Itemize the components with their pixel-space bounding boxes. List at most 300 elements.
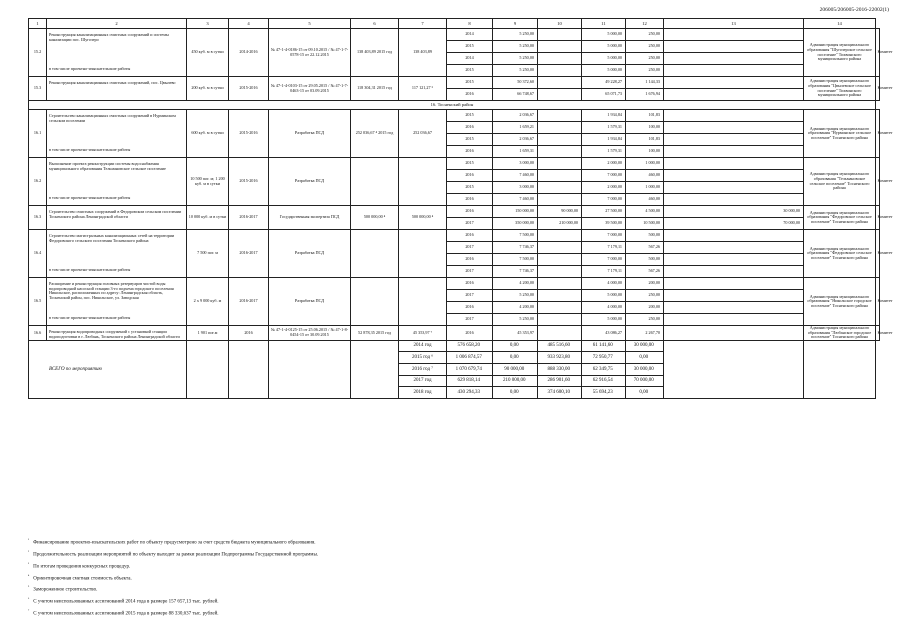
project-capacity: 600 куб. м в сутки (187, 110, 229, 158)
amount-cell: 7 746,37 (493, 266, 538, 278)
amount-cell: 65 071,73 (582, 89, 626, 101)
row-year: 2016 (447, 206, 493, 218)
amount-cell: 210 000,00 (538, 218, 582, 230)
footnote (28, 607, 878, 619)
amount-cell: 500,00 (626, 230, 664, 242)
footnote (28, 536, 878, 548)
total-amount: 30 000,00 (626, 364, 664, 376)
amount-cell: 27 500,00 (582, 206, 626, 218)
amount-cell: 3 000,00 (493, 158, 538, 170)
amount-cell (664, 53, 804, 65)
amount-cell (538, 89, 582, 101)
project-executor: Администрация муниципального образования "Тельмановское сельское поселение" Тосненского района (804, 158, 876, 206)
project-total: 45 353,97 ⁷ (399, 326, 447, 341)
project-total: 500 000,00 ⁴ (399, 206, 447, 230)
amount-cell (538, 134, 582, 146)
amount-cell (664, 326, 804, 341)
project-number: 16.4 (29, 230, 47, 278)
amount-cell: 7 179,11 (582, 266, 626, 278)
project-executor: Администрация муниципального образования "Цвылевское сельское поселение" Тихвинского муниципального района (804, 77, 876, 101)
footnote-text: С учетом неиспользованных ассигнований 2014 года в размере 157 657,13 тыс. рублей. (33, 599, 219, 605)
table-row (29, 278, 880, 290)
amount-cell: 4 500,00 (626, 206, 664, 218)
row-year: 2017 (447, 218, 493, 230)
amount-cell (664, 266, 804, 278)
total-amount: 0,00 (626, 387, 664, 399)
amount-cell: 5 000,00 (582, 314, 626, 326)
total-amount: 933 923,80 (538, 352, 582, 364)
amount-cell: 50 372,60 (493, 77, 538, 89)
amount-cell: 4 200,00 (493, 278, 538, 290)
header-cell-1: 1 (29, 19, 47, 29)
project-name: Реконструкция канализационных очистных сооружений, пос. Цвылево (49, 80, 176, 85)
project-years: 2016 (229, 326, 269, 341)
project-executor: Администрация муниципального образования "Шугозерское сельское поселение" Тихвинского муниципального района (804, 29, 876, 77)
project-name: Строительство очистных сооружений в Федоровском сельском поселении Тосненского района Ленинградской области (49, 209, 182, 219)
amount-cell: 101,83 (626, 110, 664, 122)
total-amount: 61 141,60 (582, 340, 626, 352)
amount-cell: 30 000,00 (664, 206, 804, 218)
empty-cell (229, 340, 269, 398)
amount-cell: 90 000,00 (538, 206, 582, 218)
amount-cell: 2 000,00 (582, 182, 626, 194)
amount-cell (538, 314, 582, 326)
amount-cell (664, 89, 804, 101)
amount-cell: 5 250,00 (493, 29, 538, 41)
amount-cell (538, 278, 582, 290)
project-number: 15.3 (29, 77, 47, 101)
empty-cell (187, 340, 229, 398)
amount-cell (664, 254, 804, 266)
project-documents: Государственная экспертиза ПСД (269, 206, 351, 230)
amount-cell (664, 314, 804, 326)
table-row (29, 326, 880, 341)
project-executor: Администрация муниципального образования "Нурминское сельское поселение" Тосненского района (804, 110, 876, 158)
project-total: 117 121,27 ⁶ (399, 77, 447, 101)
amount-cell: 66 748,67 (493, 89, 538, 101)
amount-cell: 2 000,00 (582, 158, 626, 170)
total-amount: 576 658,20 (447, 340, 493, 352)
amount-cell (664, 230, 804, 242)
project-name-cell (47, 326, 187, 341)
amount-cell: 150 000,00 (493, 206, 538, 218)
total-amount: 1 006 874,57 (447, 352, 493, 364)
amount-cell (538, 122, 582, 134)
project-years: 2016-2017 (229, 278, 269, 326)
total-amount: 0,00 (626, 352, 664, 364)
project-cost: 252 036,67 ⁴ 2015 год (351, 110, 399, 158)
total-amount: 55 694,23 (582, 387, 626, 399)
empty-cell (664, 340, 804, 398)
table-row (29, 206, 880, 218)
total-amount: 1 070 679,74 (447, 364, 493, 376)
footnote-marker: ⁷ (28, 609, 30, 614)
footnote-marker: ⁵ (28, 585, 30, 590)
header-cell-7: 7 (399, 19, 447, 29)
total-amount: 62 349,75 (582, 364, 626, 376)
amount-cell: 1 676,94 (626, 89, 664, 101)
footnote-text: Финансирование проектно-изыскательских работ по объекту предусмотрено за счет средств бюджета муниципального образования. (33, 540, 316, 546)
total-amount: 0,00 (493, 387, 538, 399)
project-documents: № 47-1-4-0125-15 от 25.06.2015 / № 47-1-8-0454-15 от 30.09.2015 (269, 326, 351, 341)
project-number: 16.3 (29, 206, 47, 230)
project-name-cell (47, 206, 187, 230)
amount-cell: 39 500,00 (582, 218, 626, 230)
project-cost (351, 278, 399, 326)
total-amount: 0,00 (493, 340, 538, 352)
table-row (29, 158, 880, 170)
total-row (29, 340, 880, 352)
amount-cell (664, 122, 804, 134)
amount-cell: 49 228,27 (582, 77, 626, 89)
amount-cell (664, 158, 804, 170)
total-amount: 629 818,14 (447, 375, 493, 387)
total-amount: 430 294,33 (447, 387, 493, 399)
project-years: 2015-2016 (229, 158, 269, 206)
amount-cell: 1 659,21 (493, 122, 538, 134)
amount-cell: 5 000,00 (582, 41, 626, 53)
amount-cell: 200,00 (626, 302, 664, 314)
amount-cell (538, 170, 582, 182)
project-documents: № 47-1-4-0186-15 от 09.10.2015 / № 47-1-7-0578-15 от 22.12.2015 (269, 29, 351, 77)
row-year: 2015 (447, 110, 493, 122)
total-year: 2017 год (399, 375, 447, 387)
footnote-text: Продолжительность реализации мероприятий по объекту выходит за рамки реализации Подпрограммы Государственной программы. (33, 552, 319, 558)
project-number: 15.2 (29, 29, 47, 77)
header-cell-9: 9 (493, 19, 538, 29)
amount-cell: 2 036,67 (493, 134, 538, 146)
project-documents: Разработка ПСД (269, 278, 351, 326)
row-year: 2017 (447, 266, 493, 278)
amount-cell: 5 250,00 (493, 41, 538, 53)
project-total: 252 036,67 (399, 110, 447, 158)
row-year: 2016 (447, 278, 493, 290)
footnote (28, 572, 878, 584)
project-executor: Администрация муниципального образования "Федоровское сельское поселение" Тосненского района (804, 206, 876, 230)
amount-cell: 5 000,00 (582, 65, 626, 77)
project-name-cell (47, 77, 187, 101)
header-cell-3: 3 (187, 19, 229, 29)
header-cell-11: 11 (582, 19, 626, 29)
amount-cell: 567,26 (626, 242, 664, 254)
amount-cell: 500,00 (626, 254, 664, 266)
amount-cell: 1 579,31 (582, 146, 626, 158)
project-name-cell (47, 230, 187, 278)
row-year: 2016 (447, 122, 493, 134)
total-amount: 30 000,00 (626, 340, 664, 352)
document-reference: 206005/206005-2016-22002(1) (819, 7, 889, 13)
amount-cell (538, 230, 582, 242)
header-cell-6: 6 (351, 19, 399, 29)
amount-cell: 1 579,31 (582, 122, 626, 134)
project-subtitle: в том числе проектно-изыскательские работы (49, 66, 131, 72)
amount-cell: 250,00 (626, 65, 664, 77)
project-total (399, 278, 447, 326)
amount-cell (664, 41, 804, 53)
row-year: 2014 (447, 29, 493, 41)
amount-cell: 10 500,00 (626, 218, 664, 230)
amount-cell (538, 254, 582, 266)
project-capacity: 1 901 пог.м (187, 326, 229, 341)
header-cell-4: 4 (229, 19, 269, 29)
project-total: 138 403,89 (399, 29, 447, 77)
amount-cell: 4 000,00 (582, 302, 626, 314)
amount-cell: 7 500,00 (493, 230, 538, 242)
total-amount: 62 916,54 (582, 375, 626, 387)
project-capacity: 7 500 пог. м (187, 230, 229, 278)
amount-cell: 460,00 (626, 170, 664, 182)
amount-cell (664, 242, 804, 254)
project-name: Строительство канализационных очистных сооружений в Нурминском сельском поселении (49, 113, 176, 123)
project-years: 2015-2016 (229, 110, 269, 158)
amount-cell (664, 77, 804, 89)
footnote-marker: ⁴ (28, 573, 30, 578)
header-cell-5: 5 (269, 19, 351, 29)
amount-cell (538, 53, 582, 65)
row-year: 2015 (447, 182, 493, 194)
empty-cell (269, 340, 351, 398)
amount-cell: 200,00 (626, 278, 664, 290)
amount-cell (538, 242, 582, 254)
total-year: 2018 год (399, 387, 447, 399)
amount-cell: 350 000,00 (493, 218, 538, 230)
project-customer: Комитет (876, 158, 880, 206)
footnote (28, 583, 878, 595)
row-year: 2016 (447, 194, 493, 206)
amount-cell: 5 250,00 (493, 65, 538, 77)
empty-cell (351, 340, 399, 398)
row-year: 2016 (447, 254, 493, 266)
amount-cell: 460,00 (626, 194, 664, 206)
project-capacity: 10 500 пог. м; 1 200 куб. м в сутки (187, 158, 229, 206)
amount-cell: 567,26 (626, 266, 664, 278)
amount-cell (538, 29, 582, 41)
amount-cell: 4 200,00 (493, 302, 538, 314)
amount-cell (664, 194, 804, 206)
total-amount: 0,00 (493, 352, 538, 364)
table-row (29, 29, 880, 41)
project-years: 2015-2016 (229, 77, 269, 101)
footnote (28, 548, 878, 560)
project-customer: Комитет (876, 206, 880, 230)
project-documents: Разработка ПСД (269, 110, 351, 158)
project-capacity: 2 x 9 000 куб. м (187, 278, 229, 326)
amount-cell (664, 146, 804, 158)
project-subtitle: в том числе проектно-изыскательские работы (49, 195, 131, 201)
project-number: 16.6 (29, 326, 47, 341)
project-years: 2014-2016 (229, 29, 269, 77)
row-year: 2016 (447, 89, 493, 101)
footnotes (28, 536, 878, 619)
amount-cell (538, 302, 582, 314)
project-customer: Комитет (876, 326, 880, 341)
project-executor: Администрация муниципального образования "Никольское городское поселение" Тосненского района (804, 278, 876, 326)
total-amount: 888 330,00 (538, 364, 582, 376)
amount-cell: 5 250,00 (493, 53, 538, 65)
total-amount: 286 901,60 (538, 375, 582, 387)
amount-cell: 101,83 (626, 134, 664, 146)
row-year: 2015 (447, 134, 493, 146)
amount-cell: 45 353,97 (493, 326, 538, 341)
amount-cell (664, 278, 804, 290)
project-name: Реконструкция канализационных очистных сооружений и системы канализации пос. Шугозеро (49, 32, 169, 42)
amount-cell (538, 158, 582, 170)
amount-cell: 250,00 (626, 314, 664, 326)
header-cell-13: 13 (664, 19, 804, 29)
section-title: 16. Тосненский район (29, 101, 876, 110)
project-customer: Комитет (876, 77, 880, 101)
footnote (28, 595, 878, 607)
footnote-marker: ¹ (28, 538, 30, 542)
footnote-marker: ² (28, 549, 30, 554)
project-number: 16.5 (29, 278, 47, 326)
project-executor: Администрация муниципального образования "Федоровское сельское поселение" Тосненского района (804, 230, 876, 278)
amount-cell: 2 267,70 (626, 326, 664, 341)
project-number: 16.1 (29, 110, 47, 158)
amount-cell (538, 182, 582, 194)
section-row (29, 101, 880, 110)
amount-cell (664, 65, 804, 77)
amount-cell: 250,00 (626, 41, 664, 53)
row-year: 2017 (447, 242, 493, 254)
project-name-cell (47, 278, 187, 326)
project-cost: 500 000,00 ⁴ (351, 206, 399, 230)
total-year: 2014 год (399, 340, 447, 352)
amount-cell: 1 934,84 (582, 110, 626, 122)
amount-cell: 3 000,00 (493, 182, 538, 194)
amount-cell: 70 000,00 (664, 218, 804, 230)
footnote-text: Ориентировочная сметная стоимость объекта. (33, 576, 132, 582)
project-name-cell (47, 110, 187, 158)
amount-cell (538, 266, 582, 278)
amount-cell: 250,00 (626, 290, 664, 302)
project-cost: 138 403,89 2015 год (351, 29, 399, 77)
amount-cell (538, 41, 582, 53)
row-year: 2017 (447, 290, 493, 302)
project-name-cell (47, 29, 187, 77)
row-year: 2016 (447, 302, 493, 314)
project-capacity: 10 000 куб. м в сутки (187, 206, 229, 230)
amount-cell: 7 000,00 (582, 230, 626, 242)
amount-cell: 5 000,00 (582, 29, 626, 41)
project-total (399, 158, 447, 206)
project-customer: Комитет (876, 278, 880, 326)
amount-cell (538, 290, 582, 302)
table-row (29, 230, 880, 242)
amount-cell (664, 290, 804, 302)
amount-cell (664, 29, 804, 41)
project-cost: 52 878,35 2015 год (351, 326, 399, 341)
total-amount: 70 000,00 (626, 375, 664, 387)
project-cost: 118 304,31 2015 год (351, 77, 399, 101)
amount-cell: 1 659,31 (493, 146, 538, 158)
project-executor: Администрация муниципального образования "Любанское городское поселение" Тосненского района (804, 326, 876, 341)
project-customer: Комитет (876, 230, 880, 278)
footnote (28, 560, 878, 572)
total-amount: 210 000,00 (493, 375, 538, 387)
project-documents: № 47-1-4-0103-15 от 29.05.2015 / № 47-1-7-0463-15 от 03.09.2015 (269, 77, 351, 101)
total-year: 2015 год ⁶ (399, 352, 447, 364)
amount-cell (538, 65, 582, 77)
empty-cell (804, 340, 876, 398)
program-table (28, 18, 893, 399)
amount-cell: 250,00 (626, 53, 664, 65)
row-year: 2015 (447, 41, 493, 53)
amount-cell: 1 144,33 (626, 77, 664, 89)
amount-cell: 100,00 (626, 146, 664, 158)
amount-cell: 1 000,00 (626, 182, 664, 194)
footnote-text: С учетом неиспользованных ассигнований 2015 года в размере 88 330,637 тыс. рублей. (33, 611, 219, 617)
amount-cell: 7 000,00 (582, 170, 626, 182)
total-amount: 374 600,10 (538, 387, 582, 399)
project-capacity: 200 куб. м в сутки (187, 77, 229, 101)
amount-cell: 7 460,00 (493, 194, 538, 206)
header-row (29, 19, 880, 29)
amount-cell (664, 134, 804, 146)
total-amount: 90 000,00 (493, 364, 538, 376)
row-year: 2017 (447, 314, 493, 326)
row-year: 2015 (447, 158, 493, 170)
total-amount: 72 950,77 (582, 352, 626, 364)
header-cell-2: 2 (47, 19, 187, 29)
total-year: 2016 год ⁷ (399, 364, 447, 376)
amount-cell: 1 934,84 (582, 134, 626, 146)
project-subtitle: в том числе проектно-изыскательские работы (49, 147, 131, 153)
footnote-text: По итогам проведения конкурсных процедур. (33, 564, 131, 570)
totals-label: ВСЕГО по мероприятию (29, 340, 187, 398)
project-subtitle: в том числе проектно-изыскательские работы (49, 315, 131, 321)
project-customer: Комитет (876, 29, 880, 77)
header-cell-10: 10 (538, 19, 582, 29)
amount-cell (538, 146, 582, 158)
header-cell-14: 14 (804, 19, 876, 29)
amount-cell: 43 086,27 (582, 326, 626, 341)
table-row (29, 110, 880, 122)
row-year: 2015 (447, 77, 493, 89)
project-documents: Разработка ПСД (269, 158, 351, 206)
footnote-text: Замороженное строительство. (33, 588, 98, 594)
amount-cell: 4 000,00 (582, 278, 626, 290)
project-years: 2016-2017 (229, 230, 269, 278)
amount-cell: 1 000,00 (626, 158, 664, 170)
amount-cell: 7 179,11 (582, 242, 626, 254)
project-number: 16.2 (29, 158, 47, 206)
amount-cell: 100,00 (626, 122, 664, 134)
project-capacity: 450 куб. м в сутки (187, 29, 229, 77)
table-row (29, 77, 880, 89)
amount-cell: 7 500,00 (493, 254, 538, 266)
project-cost (351, 230, 399, 278)
amount-cell (664, 110, 804, 122)
amount-cell: 7 000,00 (582, 194, 626, 206)
footnote-marker: ³ (28, 561, 30, 566)
row-year: 2016 (447, 326, 493, 341)
project-cost (351, 158, 399, 206)
project-customer: Комитет (876, 110, 880, 158)
amount-cell (538, 77, 582, 89)
project-documents: Разработка ПСД (269, 230, 351, 278)
amount-cell: 5 250,00 (493, 314, 538, 326)
total-amount: 485 516,60 (538, 340, 582, 352)
amount-cell (538, 110, 582, 122)
row-year: 2014 (447, 53, 493, 65)
project-name: Выполнение проекта реконструкции системы водоснабжения муниципального образования Тельмановское сельское поселение (49, 161, 166, 171)
amount-cell (538, 194, 582, 206)
project-total (399, 230, 447, 278)
project-name: Расширение и реконструкция головных резервуаров чистой воды водопроводной насосной станции 3-го подъема городского поселения Никольское, расположенных по адресу: Ленинградская область, Тосненский район, пос. Никольское, ул. Заводская (49, 281, 174, 300)
amount-cell (664, 302, 804, 314)
amount-cell: 5 000,00 (582, 53, 626, 65)
